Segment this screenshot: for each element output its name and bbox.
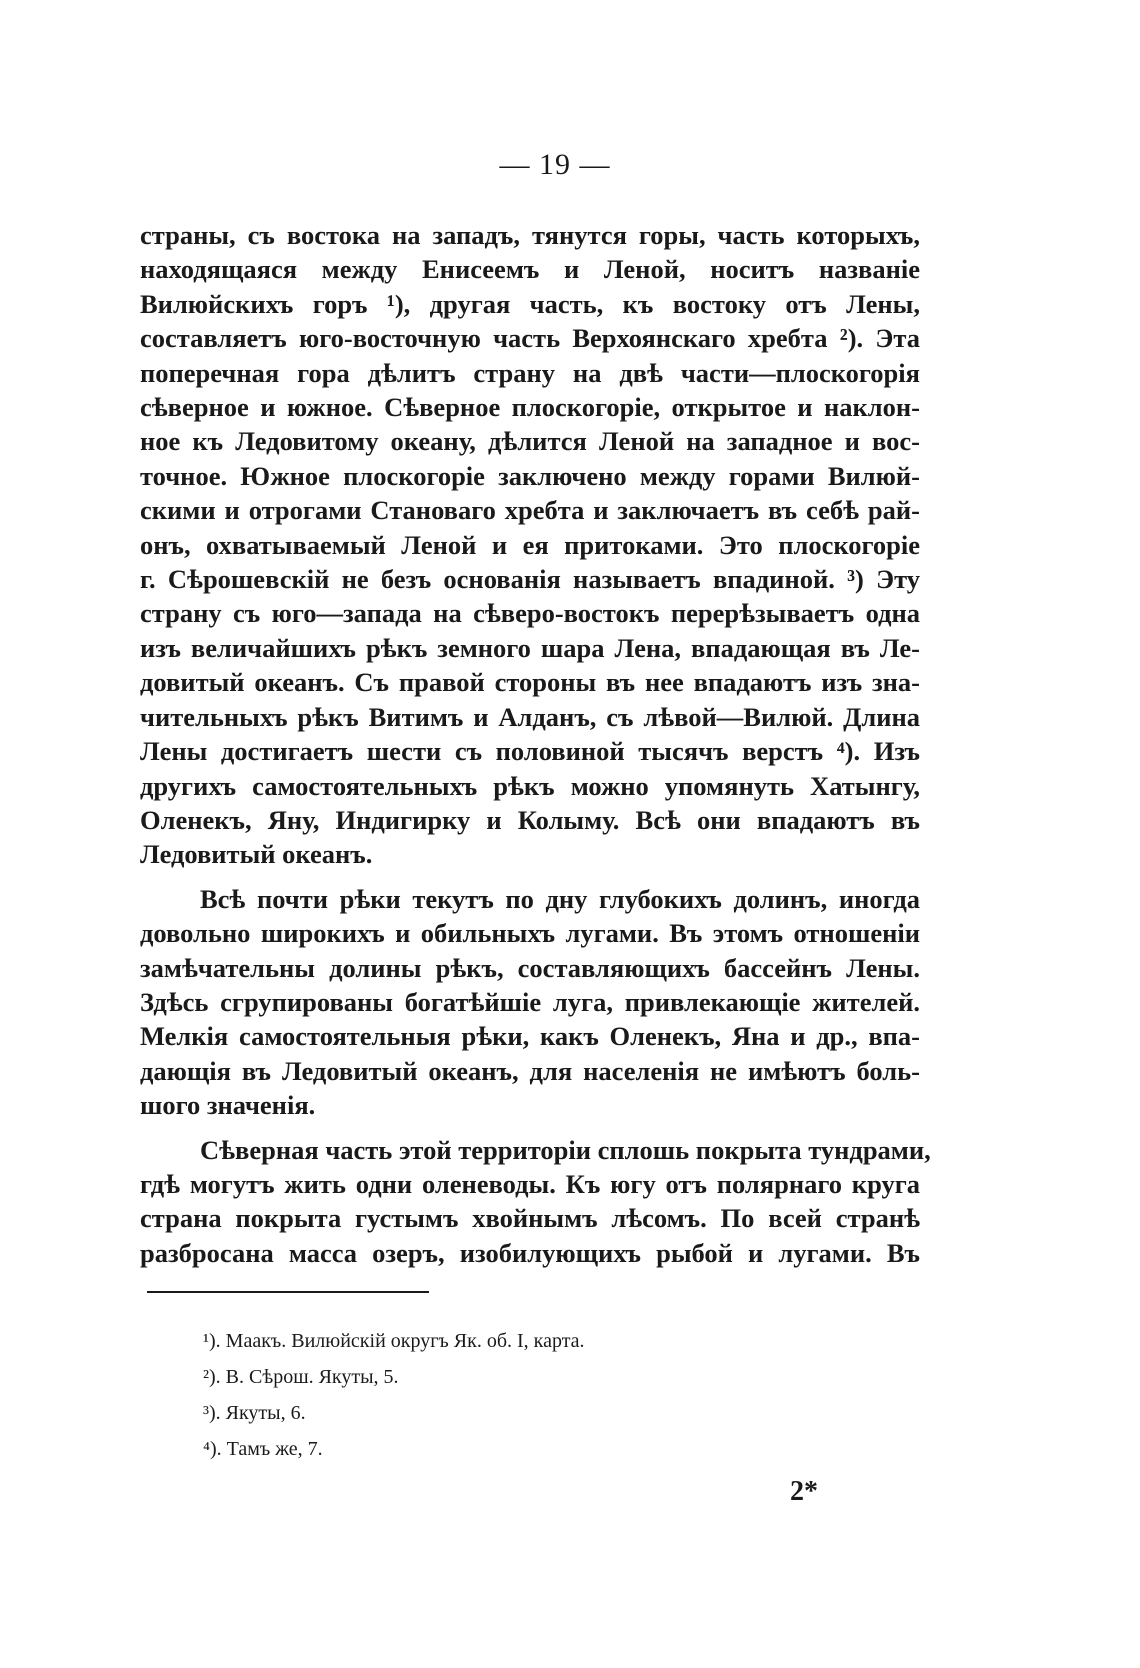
text-line: ное къ Ледовитому океану, дѣлится Леной на западное и вос- [140,426,920,457]
footnote-separator-rule [147,1291,429,1293]
text-line: замѣчательны долины рѣкъ, составляющихъ бассейнъ Лены. [140,952,920,983]
text-line: Здѣсь сгрупированы богатѣйшіе луга, привлекающіе жителей. [140,986,920,1017]
text-line: довольно широкихъ и обильныхъ лугами. Въ этомъ отношеніи [140,918,920,949]
page-number: — 19 — [499,148,611,181]
paragraph-2 [140,882,920,1123]
text-line: шого значенія. [140,1090,316,1121]
text-line: гдѣ могутъ жить одни оленеводы. Къ югу отъ полярнаго круга [140,1168,920,1199]
text-line: онъ, охватываемый Леной и ея притоками. Это плоскогоріе [140,529,920,560]
text-line: находящаяся между Енисеемъ и Леной, носитъ названіе [140,254,920,285]
text-line: страна покрыта густымъ хвойнымъ лѣсомъ. По всей странѣ [140,1203,920,1234]
text-line: разбросана масса озеръ, изобилующихъ рыбой и лугами. Въ [140,1237,920,1268]
paragraph-gap [140,1123,920,1133]
text-line: страну съ юго—запада на сѣверо-востокъ перерѣзываетъ одна [140,598,920,629]
text-line: составляетъ юго-восточную часть Верхоянскаго хребта ²). Эта [140,323,920,354]
text-line: Сѣверная часть этой территоріи сплошь покрыта тундрами, [200,1134,931,1165]
text-line: г. Сѣрошевскій не безъ основанія называетъ впадиной. ³) Эту [140,564,920,595]
text-line: дающія въ Ледовитый океанъ, для населенія не имѣютъ боль- [140,1055,920,1086]
text-line: поперечная гора дѣлитъ страну на двѣ части—плоскогорія [140,357,920,388]
text-line: Всѣ почти рѣки текутъ по дну глубокихъ долинъ, иногда [200,883,920,914]
footnote-2: ²). В. Сѣрош. Якуты, 5. [203,1366,399,1388]
signature-mark: 2* [790,1476,818,1507]
text-line: страны, съ востока на западъ, тянутся горы, часть которыхъ, [140,220,920,250]
text-line: Ледовитый океанъ. [140,839,373,870]
body-text [140,218,931,1270]
text-line: Оленекъ, Яну, Индигирку и Колыму. Всѣ они впадаютъ въ [140,804,920,835]
text-line: изъ величайшихъ рѣкъ земного шара Лена, впадающая въ Ле- [140,632,920,663]
paragraph-1 [140,218,920,872]
footnotes [203,1323,585,1467]
text-line: чительныхъ рѣкъ Витимъ и Алданъ, съ лѣвой—Вилюй. Длина [140,701,920,732]
text-line: довитый океанъ. Съ правой стороны въ нее впадаютъ изъ зна- [140,667,920,698]
text-line: другихъ самостоятельныхъ рѣкъ можно упомянуть Хатынгу, [140,770,920,801]
paragraph-3 [140,1133,931,1271]
text-line: точное. Южное плоскогоріе заключено между горами Вилюй- [140,460,920,491]
text-line: Мелкія самостоятельныя рѣки, какъ Оленекъ, Яна и др., впа- [140,1021,920,1052]
footnote-4: ⁴). Тамъ же, 7. [203,1438,323,1460]
text-line: скими и отрогами Становаго хребта и заключаетъ въ себѣ рай- [140,495,920,526]
text-line: Вилюйскихъ горъ ¹), другая часть, къ востоку отъ Лены, [140,288,920,319]
footnote-1: ¹). Маакъ. Вилюйскій округъ Як. об. I, карта. [203,1330,585,1352]
footnote-3: ³). Якуты, 6. [203,1402,306,1424]
paragraph-gap [140,872,920,882]
text-line: Лены достигаетъ шести съ половиной тысячъ верстъ ⁴). Изъ [140,736,920,767]
text-line: сѣверное и южное. Сѣверное плоскогоріе, открытое и наклон- [140,392,920,423]
